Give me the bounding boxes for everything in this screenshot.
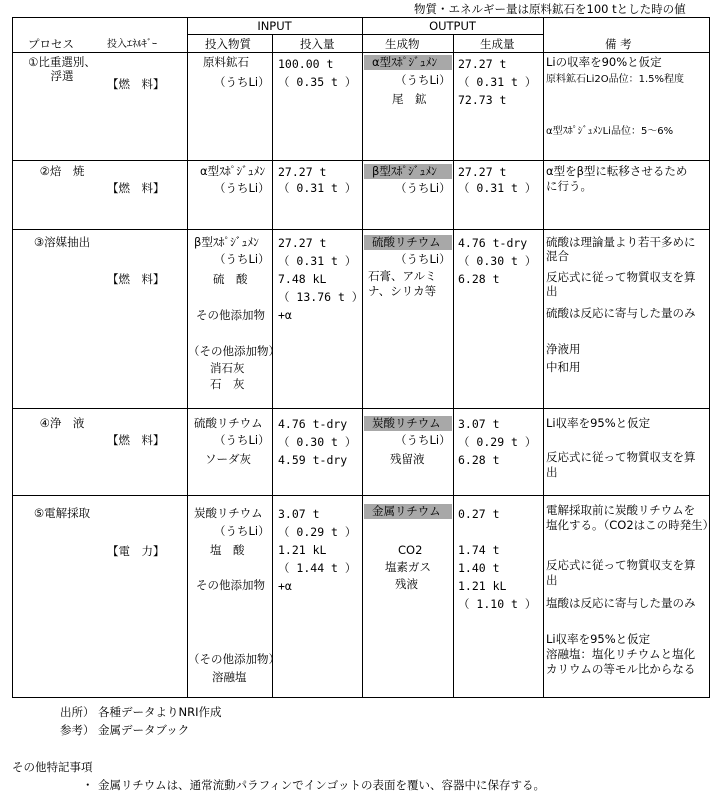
product-amount: 1.40 t: [458, 561, 500, 575]
process-name: ③溶媒抽出: [33, 235, 91, 249]
header-input: INPUT: [257, 19, 292, 33]
other-notes-heading: その他特記事項: [12, 760, 93, 774]
remark: に行う。: [546, 179, 592, 193]
input-amount: +α: [278, 308, 292, 322]
product-name: 残液: [395, 577, 418, 591]
product-name: CO2: [398, 543, 423, 557]
product-amount: 27.27 t: [458, 57, 507, 71]
energy-type: 【燃 料】: [107, 433, 165, 447]
product-name: 硫酸リチウム: [372, 235, 441, 249]
header-energy: 投入ｴﾈﾙｷﾞｰ: [107, 39, 157, 50]
input-material: （うちLi）: [214, 75, 270, 89]
input-amount: （ 0.35 t ）: [278, 75, 357, 89]
input-amount: （ 0.31 t ）: [278, 181, 357, 195]
remark: 塩化する。（CO2はこの時発生）: [546, 518, 715, 532]
input-material: その他添加物: [196, 308, 265, 322]
input-material: （うちLi）: [214, 524, 270, 538]
input-material: （うちLi）: [214, 252, 270, 266]
remark: 硫酸は理論量より若干多めに: [546, 235, 696, 249]
energy-type: 【電 力】: [107, 544, 165, 558]
input-material: 硫酸リチウム: [194, 416, 263, 430]
product-amount: （ 1.10 t ）: [458, 597, 537, 611]
remark: 硫酸は反応に寄与した量のみ: [546, 306, 696, 320]
input-amount: （ 0.29 t ）: [278, 525, 357, 539]
remark: 原料鉱石Li2O品位：1.5%程度: [546, 74, 684, 85]
remark: 溶融塩：塩化リチウムと塩化: [546, 647, 696, 661]
product-name: （うちLi）: [395, 73, 451, 87]
input-amount: （ 0.31 t ）: [278, 254, 357, 268]
remark: 塩酸は反応に寄与した量のみ: [546, 596, 696, 610]
product-amount: 3.07 t: [458, 417, 500, 431]
header-output: OUTPUT: [429, 19, 476, 33]
process-name: ⑤電解採取: [33, 506, 91, 520]
input-material: 溶融塩: [212, 670, 247, 684]
product-name: 塩素ガス: [385, 560, 431, 574]
input-material: （その他添加物）: [188, 344, 280, 358]
product-name: （うちLi）: [395, 252, 451, 266]
product-name: 石膏、アルミ: [368, 269, 437, 283]
input-amount: 1.21 kL: [278, 543, 327, 557]
process-name: ①比重選別、: [28, 55, 96, 69]
product-name: 残留液: [390, 452, 425, 466]
product-name: 炭酸リチウム: [372, 416, 441, 430]
remark: Liの収率を90%と仮定: [546, 55, 662, 69]
input-amount: 100.00 t: [278, 57, 334, 71]
input-amount: 4.59 t-dry: [278, 453, 348, 467]
input-material: ソーダ灰: [205, 452, 251, 466]
remark: 中和用: [546, 360, 581, 374]
input-material: α型ｽﾎﾟｼﾞｭﾒﾝ: [200, 164, 266, 178]
input-material: 消石灰: [210, 361, 245, 375]
header-process: プロセス: [28, 37, 74, 51]
product-amount: （ 0.30 t ）: [458, 254, 537, 268]
remark: 反応式に従って物質収支を算: [546, 450, 696, 464]
product-amount: 1.74 t: [458, 543, 500, 557]
input-material: 硫 酸: [213, 272, 248, 286]
product-amount: 6.28 t: [458, 453, 500, 467]
input-amount: 7.48 kL: [278, 272, 327, 286]
bullet: ・: [82, 778, 94, 792]
energy-type: 【燃 料】: [107, 77, 165, 91]
product-amount: 27.27 t: [458, 165, 507, 179]
input-amount: 3.07 t: [278, 507, 320, 521]
product-amount: 6.28 t: [458, 272, 500, 286]
input-material: β型ｽﾎﾟｼﾞｭﾒﾝ: [194, 235, 259, 249]
product-amount: （ 0.29 t ）: [458, 435, 537, 449]
remark: 反応式に従って物質収支を算: [546, 558, 696, 572]
input-amount: +α: [278, 579, 292, 593]
input-material: 原料鉱石: [203, 55, 249, 69]
process-name: 浮選: [50, 69, 74, 83]
product-amount: 1.21 kL: [458, 579, 507, 593]
header-product: 生成物: [385, 37, 420, 51]
input-amount: 27.27 t: [278, 236, 327, 250]
remark: 出: [546, 284, 558, 298]
input-material: （うちLi）: [214, 433, 270, 447]
reference-text: 金属データブック: [98, 723, 190, 737]
product-amount: （ 0.31 t ）: [458, 75, 537, 89]
product-name: （うちLi）: [395, 181, 451, 195]
product-amount: 0.27 t: [458, 507, 500, 521]
energy-type: 【燃 料】: [107, 181, 165, 195]
remark: 出: [546, 465, 558, 479]
process-name: ④浄 液: [39, 416, 85, 430]
remark: α型ｽﾎﾟｼﾞｭﾒﾝLi品位：5～6%: [546, 126, 674, 137]
input-material: 炭酸リチウム: [194, 506, 263, 520]
header-remarks: 備 考: [605, 37, 632, 51]
remark: Li収率を95%と仮定: [546, 416, 651, 430]
product-amount: （ 0.31 t ）: [458, 181, 537, 195]
process-name: ②焙 焼: [39, 164, 85, 178]
input-material: （その他添加物）: [188, 652, 280, 666]
input-amount: 27.27 t: [278, 165, 327, 179]
product-name: α型ｽﾎﾟｼﾞｭﾒﾝ: [372, 55, 438, 69]
product-name: β型ｽﾎﾟｼﾞｭﾒﾝ: [372, 164, 437, 178]
reference-label: 参考）: [60, 723, 95, 737]
input-material: その他添加物: [196, 578, 265, 592]
remark: 混合: [546, 249, 569, 263]
remark: 電解採取前に炭酸リチウムを: [546, 503, 696, 517]
source-text: 各種データよりNRI作成: [98, 705, 222, 719]
header-input-amount: 投入量: [300, 37, 335, 51]
product-amount: 4.76 t-dry: [458, 236, 528, 250]
remark: 出: [546, 573, 558, 587]
remark: カリウムの等モル比からなる: [546, 662, 696, 676]
other-notes-text: 金属リチウムは、通常流動パラフィンでインゴットの表面を覆い、容器中に保存する。: [98, 778, 546, 792]
input-amount: （ 1.44 t ）: [278, 561, 357, 575]
input-material: 石 灰: [210, 377, 245, 391]
energy-type: 【燃 料】: [107, 272, 165, 286]
remark: Li収率を95%と仮定: [546, 632, 651, 646]
product-name: 尾 鉱: [392, 92, 427, 106]
remark: α型をβ型に転移させるため: [546, 164, 688, 178]
remark: 反応式に従って物質収支を算: [546, 270, 696, 284]
product-amount: 72.73 t: [458, 93, 507, 107]
header-input-material: 投入物質: [205, 37, 251, 51]
input-amount: （ 0.30 t ）: [278, 435, 357, 449]
input-material: （うちLi）: [214, 181, 270, 195]
product-name: ナ、シリカ等: [368, 284, 437, 298]
input-amount: 4.76 t-dry: [278, 417, 348, 431]
product-name: 金属リチウム: [372, 504, 441, 518]
product-name: （うちLi）: [395, 433, 451, 447]
header-product-amount: 生成量: [480, 37, 515, 51]
input-material: 塩 酸: [210, 543, 245, 557]
table-caption: 物質・エネルギー量は原料鉱石を100 tとした時の値: [414, 2, 686, 16]
remark: 浄液用: [546, 342, 581, 356]
source-label: 出所）: [60, 705, 95, 719]
input-amount: （ 13.76 t ）: [278, 290, 364, 304]
